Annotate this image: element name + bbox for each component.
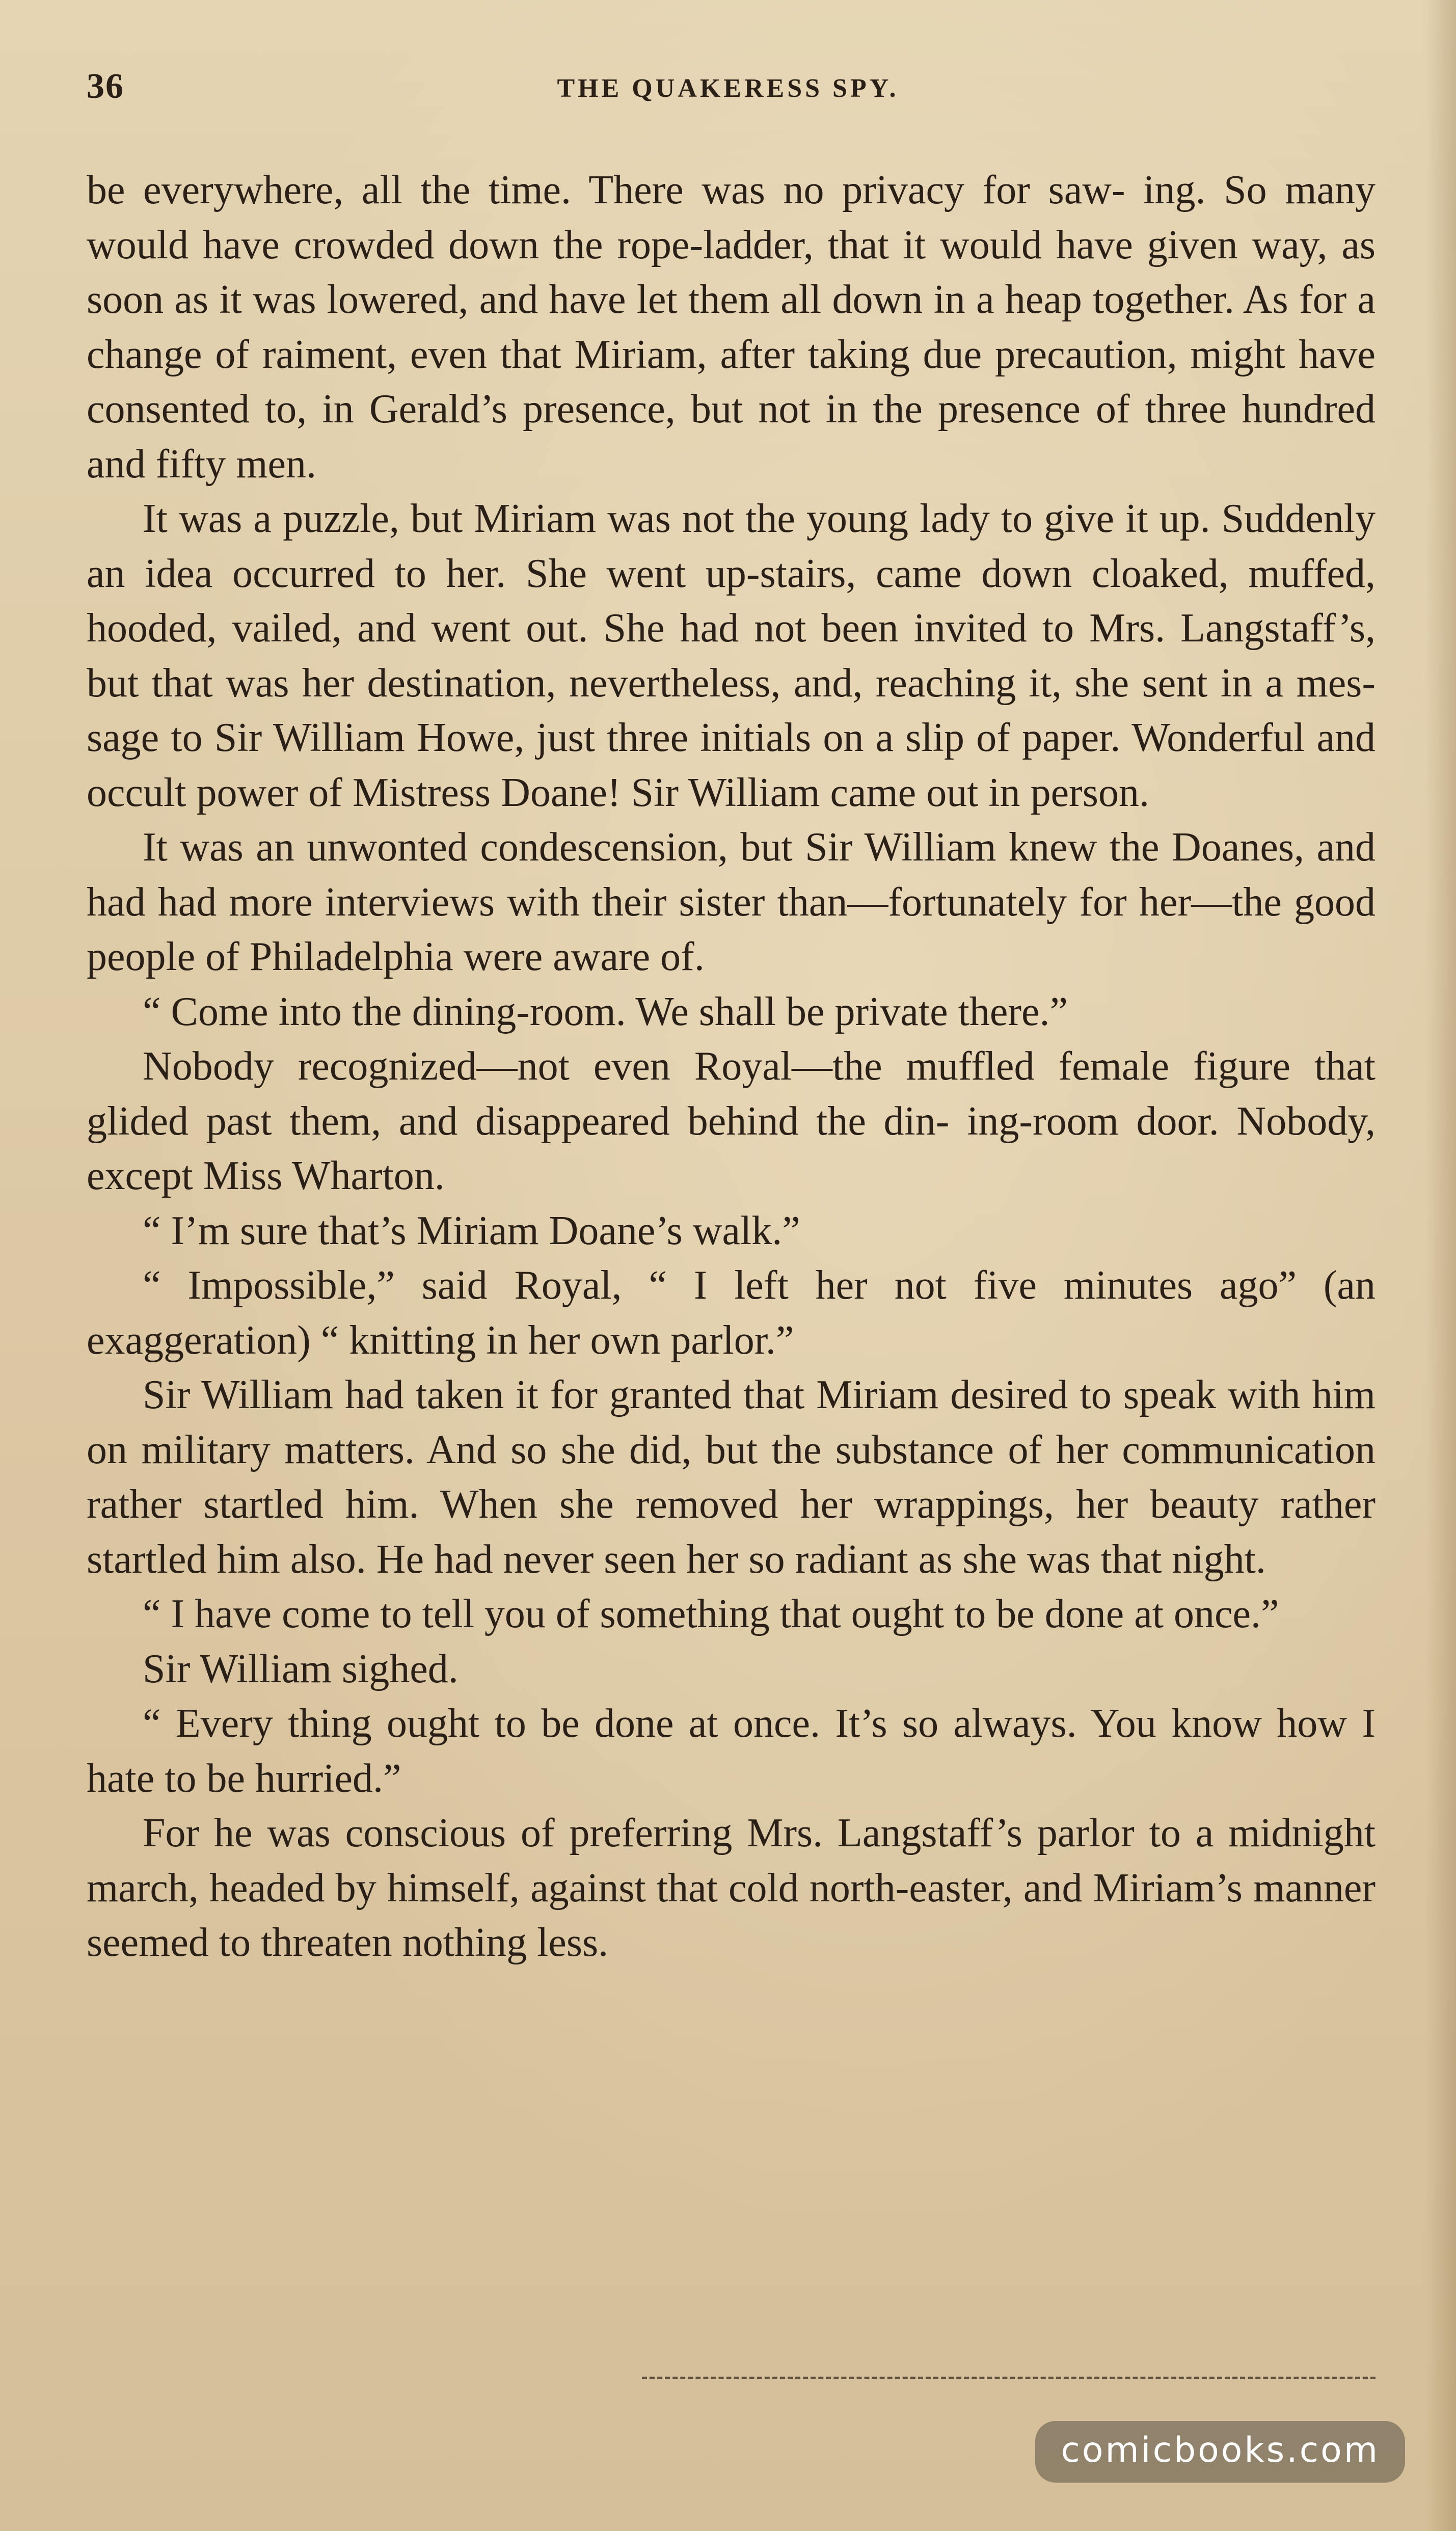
paragraph: “ Come into the dining-room. We shall be private there.” bbox=[143, 989, 1068, 1034]
paragraph: be everywhere, all the time. There was no privacy for saw- ing. So many would have crowded down the rope-ladder, that it would have given way, as soon as it was lowered, and have let them all down in a heap together. As for a change of raiment, even that Miriam, after taking due precaution, might have consented to, in Gerald’s presence, but not in the presence of three hundred and fifty men. bbox=[87, 168, 1376, 487]
paragraph: “ Every thing ought to be done at once. It’s so always. You know how I hate to be hurried.” bbox=[87, 1701, 1376, 1801]
paragraph: Sir William had taken it for granted that Miriam desired to speak with him on military matters. And so she did, but the substance of her communication rather startled him. When she removed her wrappings, her beauty rather startled him also. He had never seen her so radiant as she was that night. bbox=[87, 1372, 1376, 1582]
page-edge-shadow bbox=[1425, 0, 1456, 2531]
watermark: comicbooks.com bbox=[1035, 2421, 1405, 2483]
paragraph: “ I’m sure that’s Miriam Doane’s walk.” bbox=[143, 1208, 800, 1253]
paragraph: It was an unwonted condescension, but Sir William knew the Doanes, and had had more interviews with their sister than—fortunately for her—the good people of Philadelphia were aware of. bbox=[87, 825, 1376, 979]
running-title: THE QUAKERESS SPY. bbox=[557, 74, 899, 103]
paragraph: “ Impossible,” said Royal, “ I left her not five minutes ago” (an exaggeration) “ knitting in her own parlor.” bbox=[87, 1263, 1376, 1363]
paragraph: Sir William sighed. bbox=[143, 1646, 459, 1691]
page-header bbox=[87, 66, 1369, 112]
paragraph: “ I have come to tell you of something that ought to be done at once.” bbox=[143, 1592, 1279, 1636]
paragraph: Nobody recognized—not even Royal—the muffled female figure that glided past them, and disappeared behind the din- ing-room door. Nobody, except Miss Wharton. bbox=[87, 1044, 1376, 1198]
body-text bbox=[87, 163, 1376, 1971]
page-number: 36 bbox=[87, 67, 124, 106]
paragraph: It was a puzzle, but Miriam was not the young lady to give it up. Suddenly an idea occurred to her. She went up-stairs, came down cloaked, muffed, hooded, vailed, and went out. She had not been invited to Mrs. Langstaff’s, but that was her destination, nevertheless, and, reaching it, she sent in a mes- sage to Sir William Howe, just three initials on a slip of paper. Wonderful and occult power of Mistress Doane! Sir William came out in person. bbox=[87, 496, 1376, 815]
section-rule bbox=[642, 2377, 1376, 2379]
paragraph: For he was conscious of preferring Mrs. Langstaff’s parlor to a midnight march, headed by himself, against that cold north-easter, and Miriam’s manner seemed to threaten nothing less. bbox=[87, 1811, 1376, 1965]
